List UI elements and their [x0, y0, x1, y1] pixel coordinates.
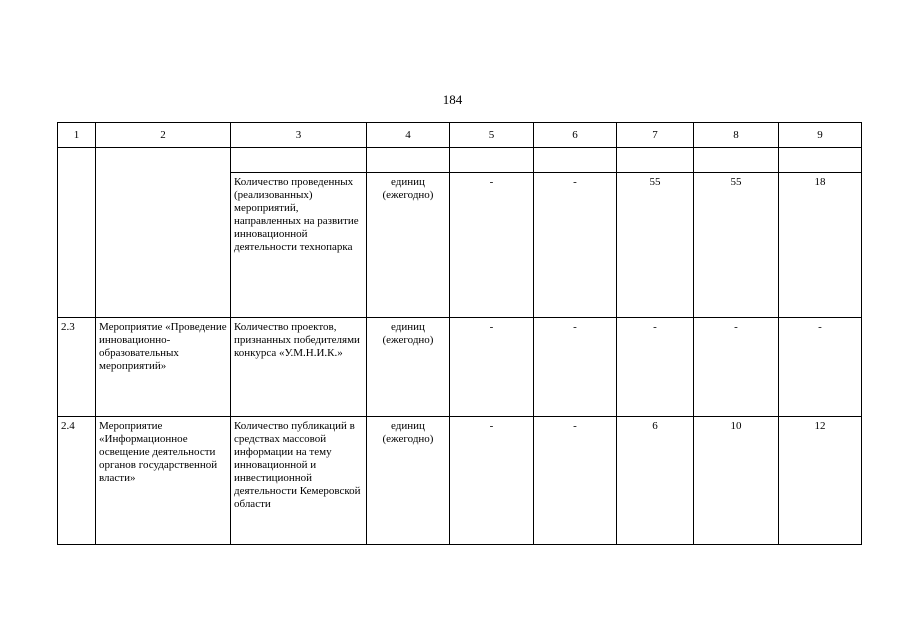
cell-value: 55: [694, 173, 779, 318]
table-row: [58, 417, 862, 545]
cell-indicator: Количество проведенных (реализованных) мероприятий, направленных на развитие инновационной деятельности технопарка: [231, 173, 367, 318]
table-row: [58, 318, 862, 417]
cell-name: Мероприятие «Проведение инновационно-образовательных мероприятий»: [96, 318, 231, 417]
cell-value: 10: [694, 417, 779, 545]
column-header: 1: [58, 123, 96, 148]
column-header: 3: [231, 123, 367, 148]
column-header: 4: [367, 123, 450, 148]
cell-empty: [534, 148, 617, 173]
cell-value: -: [450, 417, 534, 545]
cell-name: [96, 148, 231, 318]
page-number: 184: [442, 92, 463, 107]
cell-value: -: [450, 173, 534, 318]
cell-value: -: [534, 417, 617, 545]
cell-value: 55: [617, 173, 694, 318]
table-header-row: [58, 123, 862, 148]
cell-unit: единиц (ежегодно): [367, 417, 450, 545]
cell-unit: единиц (ежегодно): [367, 318, 450, 417]
column-header: 5: [450, 123, 534, 148]
cell-num: [58, 148, 96, 318]
cell-value: -: [534, 318, 617, 417]
cell-value: 6: [617, 417, 694, 545]
cell-value: -: [534, 173, 617, 318]
cell-value: 18: [779, 173, 862, 318]
cell-empty: [617, 148, 694, 173]
column-header: 9: [779, 123, 862, 148]
cell-num: 2.4: [58, 417, 96, 545]
cell-value: -: [617, 318, 694, 417]
cell-empty: [779, 148, 862, 173]
cell-indicator: Количество проектов, признанных победителями конкурса «У.М.Н.И.К.»: [231, 318, 367, 417]
cell-empty: [450, 148, 534, 173]
column-header: 8: [694, 123, 779, 148]
cell-name: Мероприятие «Информационное освещение деятельности органов государственной власти»: [96, 417, 231, 545]
cell-indicator: Количество публикаций в средствах массовой информации на тему инновационной и инвестиционной деятельности Кемеровской области: [231, 417, 367, 545]
table-row: [58, 148, 862, 173]
cell-value: 12: [779, 417, 862, 545]
cell-unit: единиц (ежегодно): [367, 173, 450, 318]
column-header: 7: [617, 123, 694, 148]
cell-empty: [231, 148, 367, 173]
cell-value: -: [694, 318, 779, 417]
column-header: 6: [534, 123, 617, 148]
column-header: 2: [96, 123, 231, 148]
cell-value: -: [779, 318, 862, 417]
cell-empty: [367, 148, 450, 173]
indicators-table: [57, 122, 862, 545]
cell-empty: [694, 148, 779, 173]
cell-value: -: [450, 318, 534, 417]
cell-num: 2.3: [58, 318, 96, 417]
